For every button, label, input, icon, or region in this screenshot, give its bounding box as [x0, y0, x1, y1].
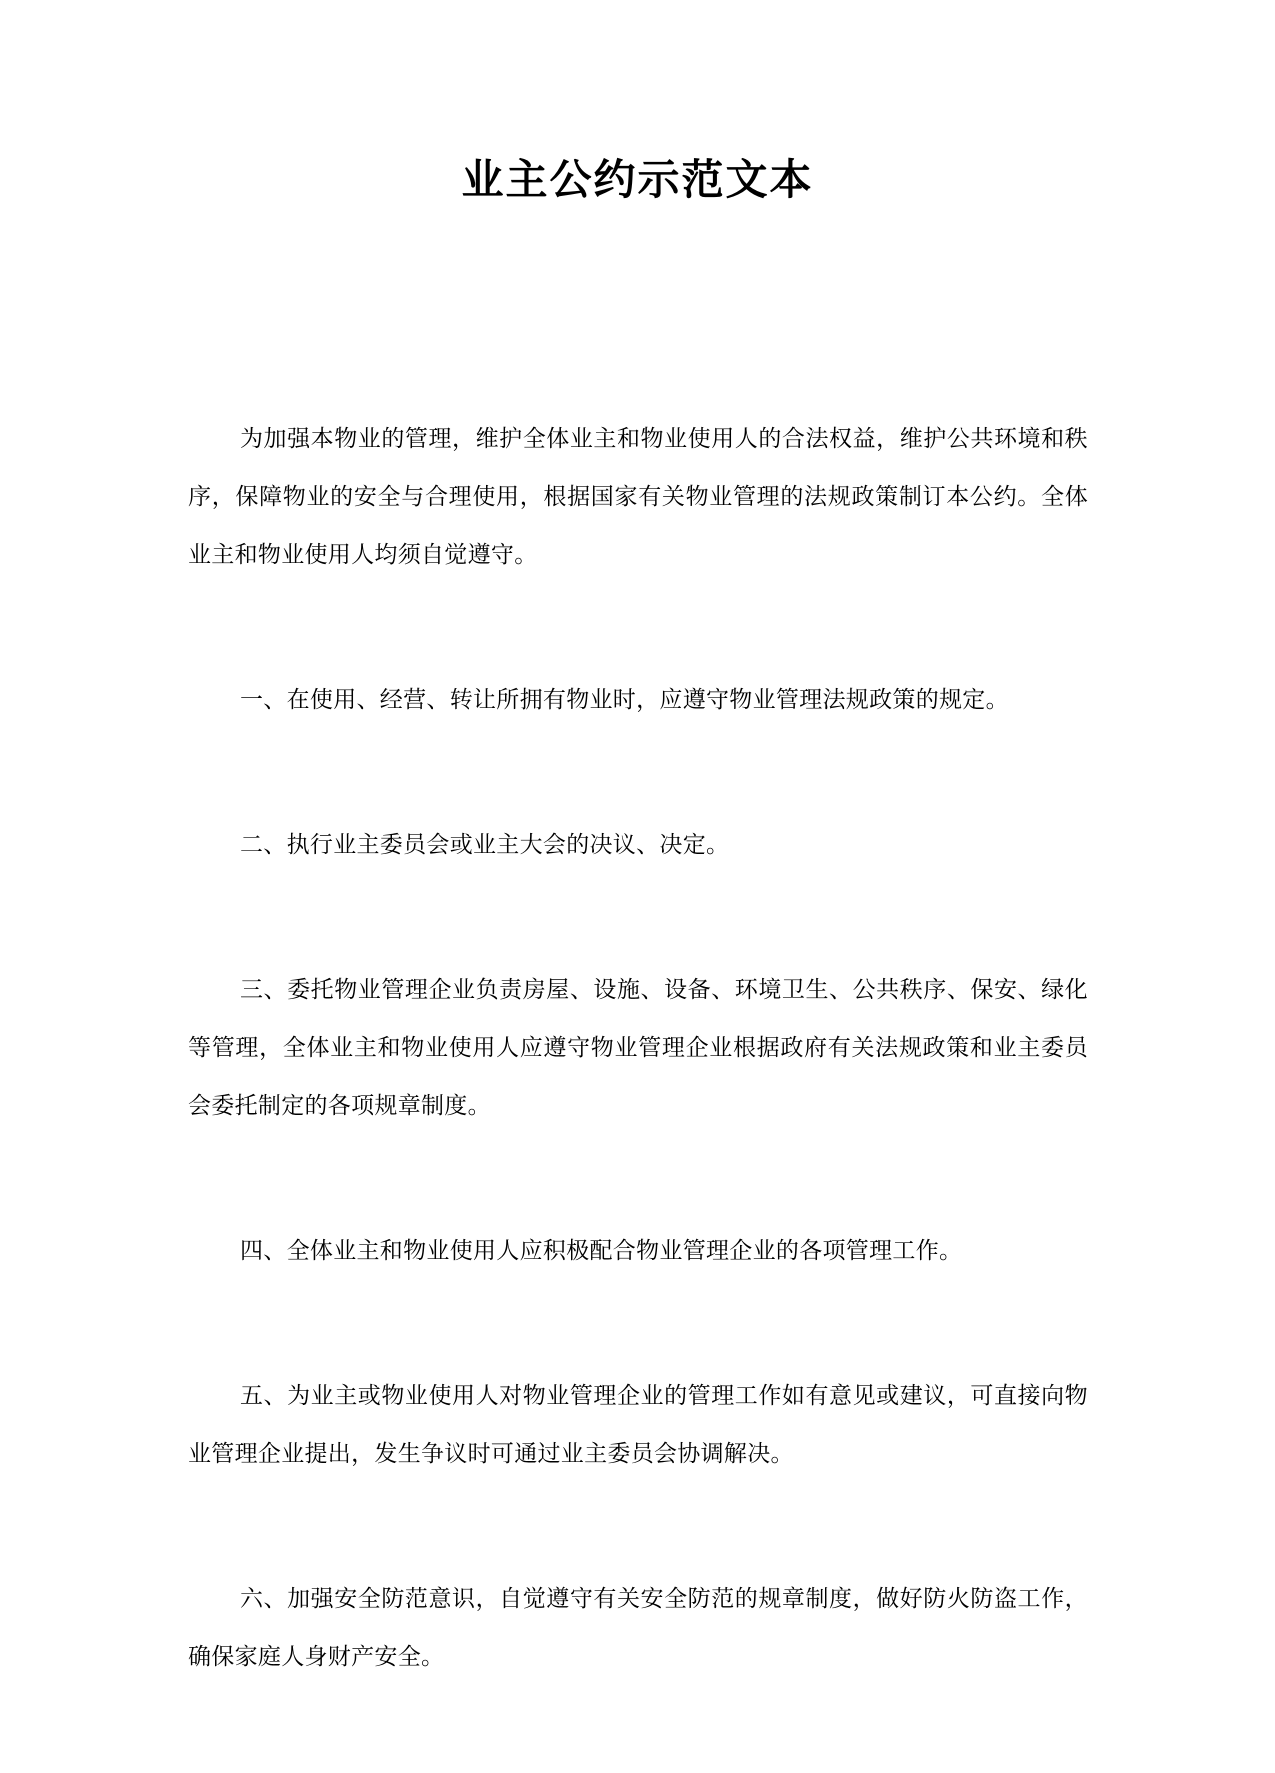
- clause-6-paragraph: 六、加强安全防范意识，自觉遵守有关安全防范的规章制度，做好防火防盗工作，确保家庭人身财产安全。: [188, 1586, 1088, 1670]
- clause-5-paragraph: 五、为业主或物业使用人对物业管理企业的管理工作如有意见或建议，可直接向物业管理企业提出，发生争议时可通过业主委员会协调解决。: [188, 1383, 1088, 1467]
- clause-2-paragraph: 二、执行业主委员会或业主大会的决议、决定。: [240, 832, 730, 858]
- document-title: 业主公约示范文本: [461, 155, 814, 204]
- preamble-paragraph: 为加强本物业的管理，维护全体业主和物业使用人的合法权益，维护公共环境和秩序，保障物业的安全与合理使用，根据国家有关物业管理的法规政策制订本公约。全体业主和物业使用人均须自觉遵守。: [188, 426, 1088, 568]
- document-body: [188, 410, 1088, 1773]
- clause-3-paragraph: 三、委托物业管理企业负责房屋、设施、设备、环境卫生、公共秩序、保安、绿化等管理，全体业主和物业使用人应遵守物业管理企业根据政府有关法规政策和业主委员会委托制定的各项规章制度。: [188, 977, 1088, 1119]
- clause-1-paragraph: 一、在使用、经营、转让所拥有物业时，应遵守物业管理法规政策的规定。: [240, 687, 1009, 713]
- clause-4-paragraph: 四、全体业主和物业使用人应积极配合物业管理企业的各项管理工作。: [240, 1238, 963, 1264]
